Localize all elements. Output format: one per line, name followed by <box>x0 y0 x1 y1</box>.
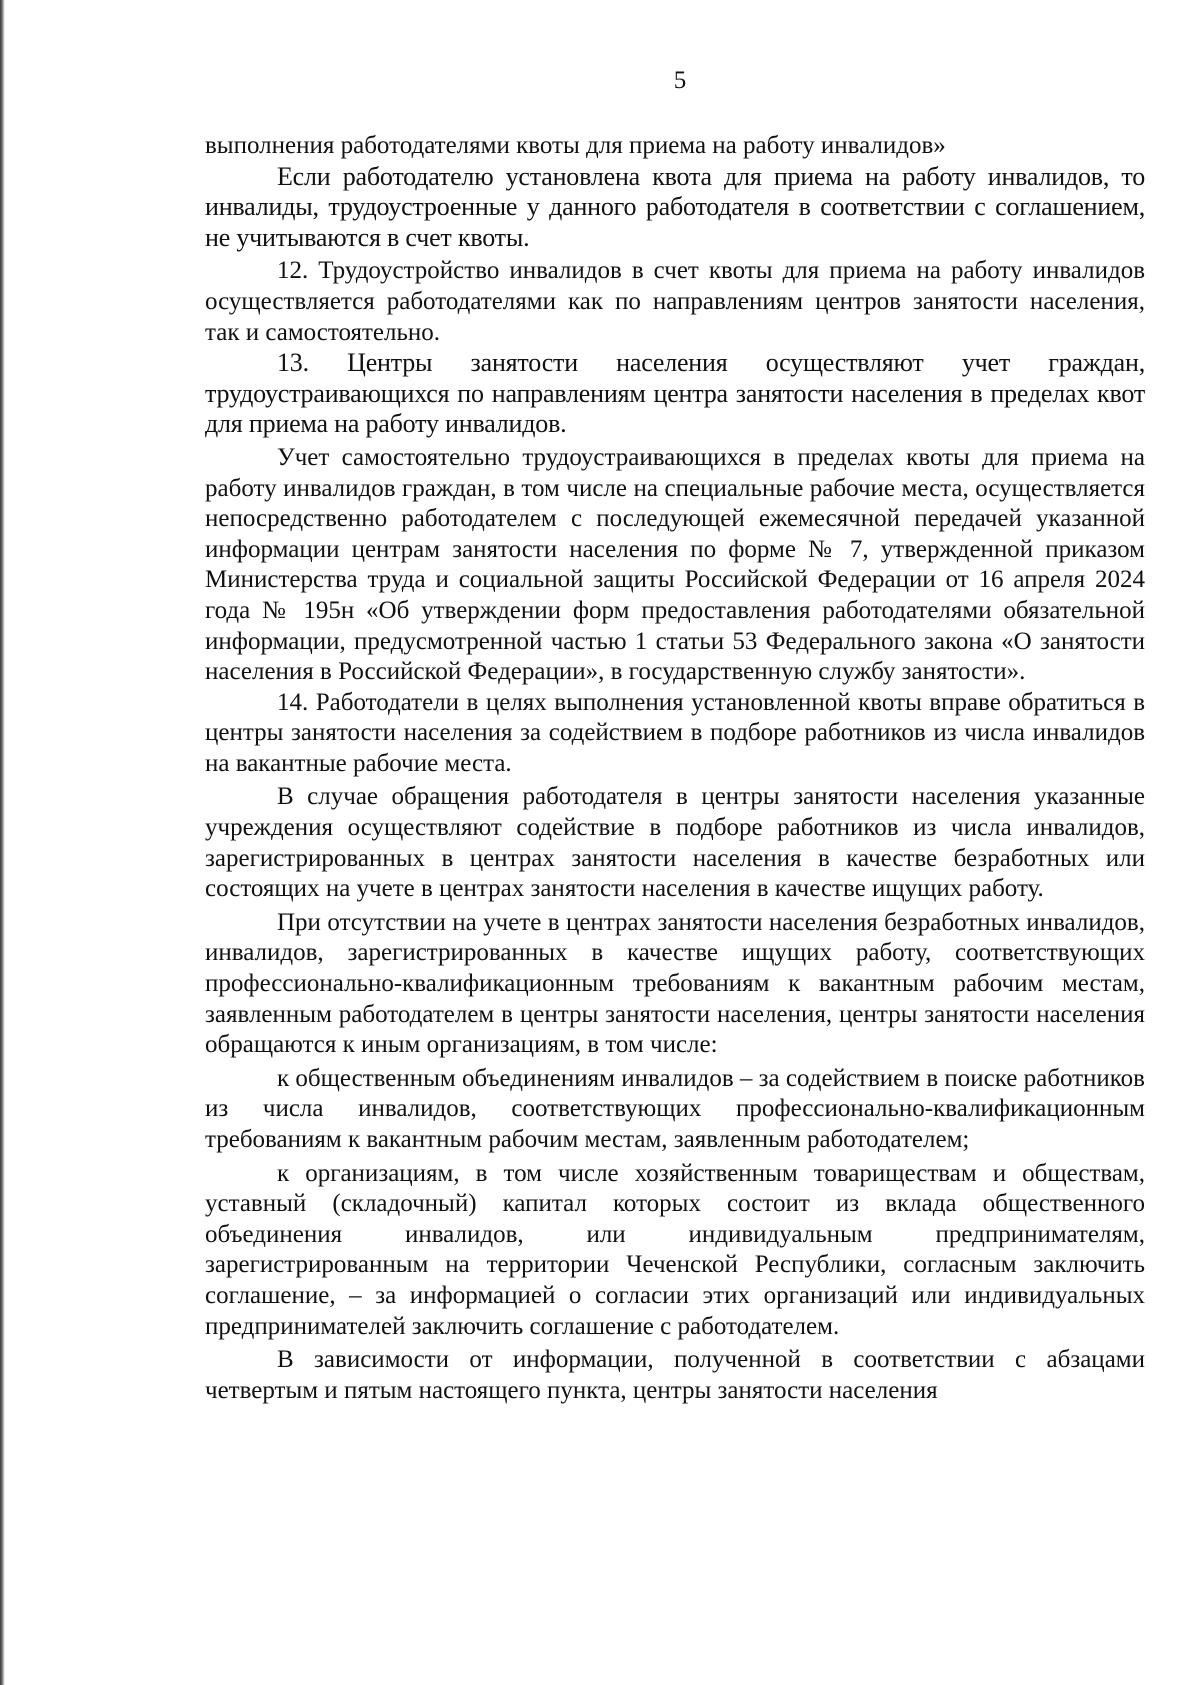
paragraph: Если работодателю установлена квота для приема на работу инвалидов, то инвалиды, трудоустроенные у данного работодателя в соответствии с соглашением, не учитываются в счет квоты. <box>205 161 1145 252</box>
paragraph: выполнения работодателями квоты для приема на работу инвалидов» <box>205 132 946 159</box>
document-body <box>205 131 1145 1406</box>
page-number: 5 <box>673 67 687 94</box>
paragraph: В зависимости от информации, полученной в соответствии с абзацами четвертым и пятым настоящего пункта, центры занятости населения <box>205 1346 1145 1404</box>
paragraph: При отсутствии на учете в центрах занятости населения безработных инвалидов, инвалидов, зарегистрированных в качестве ищущих работу, соответствующих профессионально-квалификационным требованиям к вакантным рабочим местам, заявленным работодателем в центры занятости населения, центры занятости населения обращаются к иным организациям, в том числе: <box>205 908 1145 1059</box>
paragraph: 12. Трудоустройство инвалидов в счет квоты для приема на работу инвалидов осуществляется работодателями как по направлениям центров занятости населения, так и самостоятельно. <box>205 257 1145 346</box>
paragraph: к организациям, в том числе хозяйственным товариществам и обществам, уставный (складочный) капитал которых состоит из вклада общественного объединения инвалидов, или индивидуальным предпринимателям, зарегистрированным на территории Чеченской Республики, согласным заключить соглашение, – за информацией о согласии этих организаций или индивидуальных предпринимателей заключить соглашение с работодателем. <box>205 1159 1145 1340</box>
paragraph: Учет самостоятельно трудоустраивающихся в пределах квоты для приема на работу инвалидов граждан, в том числе на специальные рабочие места, осуществляется непосредственно работодателем с последующей ежемесячной передачей указанной информации центрам занятости населения по форме № 7, утвержденной приказом Министерства труда и социальной защиты Российской Федерации от 16 апреля 2024 года № 195н «Об утверждении форм предоставления работодателями обязательной информации, предусмотренной частью 1 статьи 53 Федерального закона «О занятости населения в Российской Федерации», в государственную службу занятости». <box>205 443 1145 686</box>
paragraph: 13. Центры занятости населения осуществляют учет граждан, трудоустраивающихся по направлениям центра занятости населения в пределах квот для приема на работу инвалидов. <box>205 348 1145 439</box>
paragraph: В случае обращения работодателя в центры занятости населения указанные учреждения осуществляют содействие в подборе работников из числа инвалидов, зарегистрированных в центрах занятости населения в качестве безработных или состоящих на учете в центрах занятости населения в качестве ищущих работу. <box>205 783 1145 903</box>
scan-edge <box>0 0 5 1685</box>
paragraph: 14. Работодатели в целях выполнения установленной квоты вправе обратиться в центры занятости населения за содействием в подборе работников из числа инвалидов на вакантные рабочие места. <box>205 688 1145 777</box>
paragraph: к общественным объединениям инвалидов – за содействием в поиске работников из числа инвалидов, соответствующих профессионально-квалификационным требованиям к вакантным рабочим местам, заявленным работодателем; <box>205 1064 1145 1153</box>
